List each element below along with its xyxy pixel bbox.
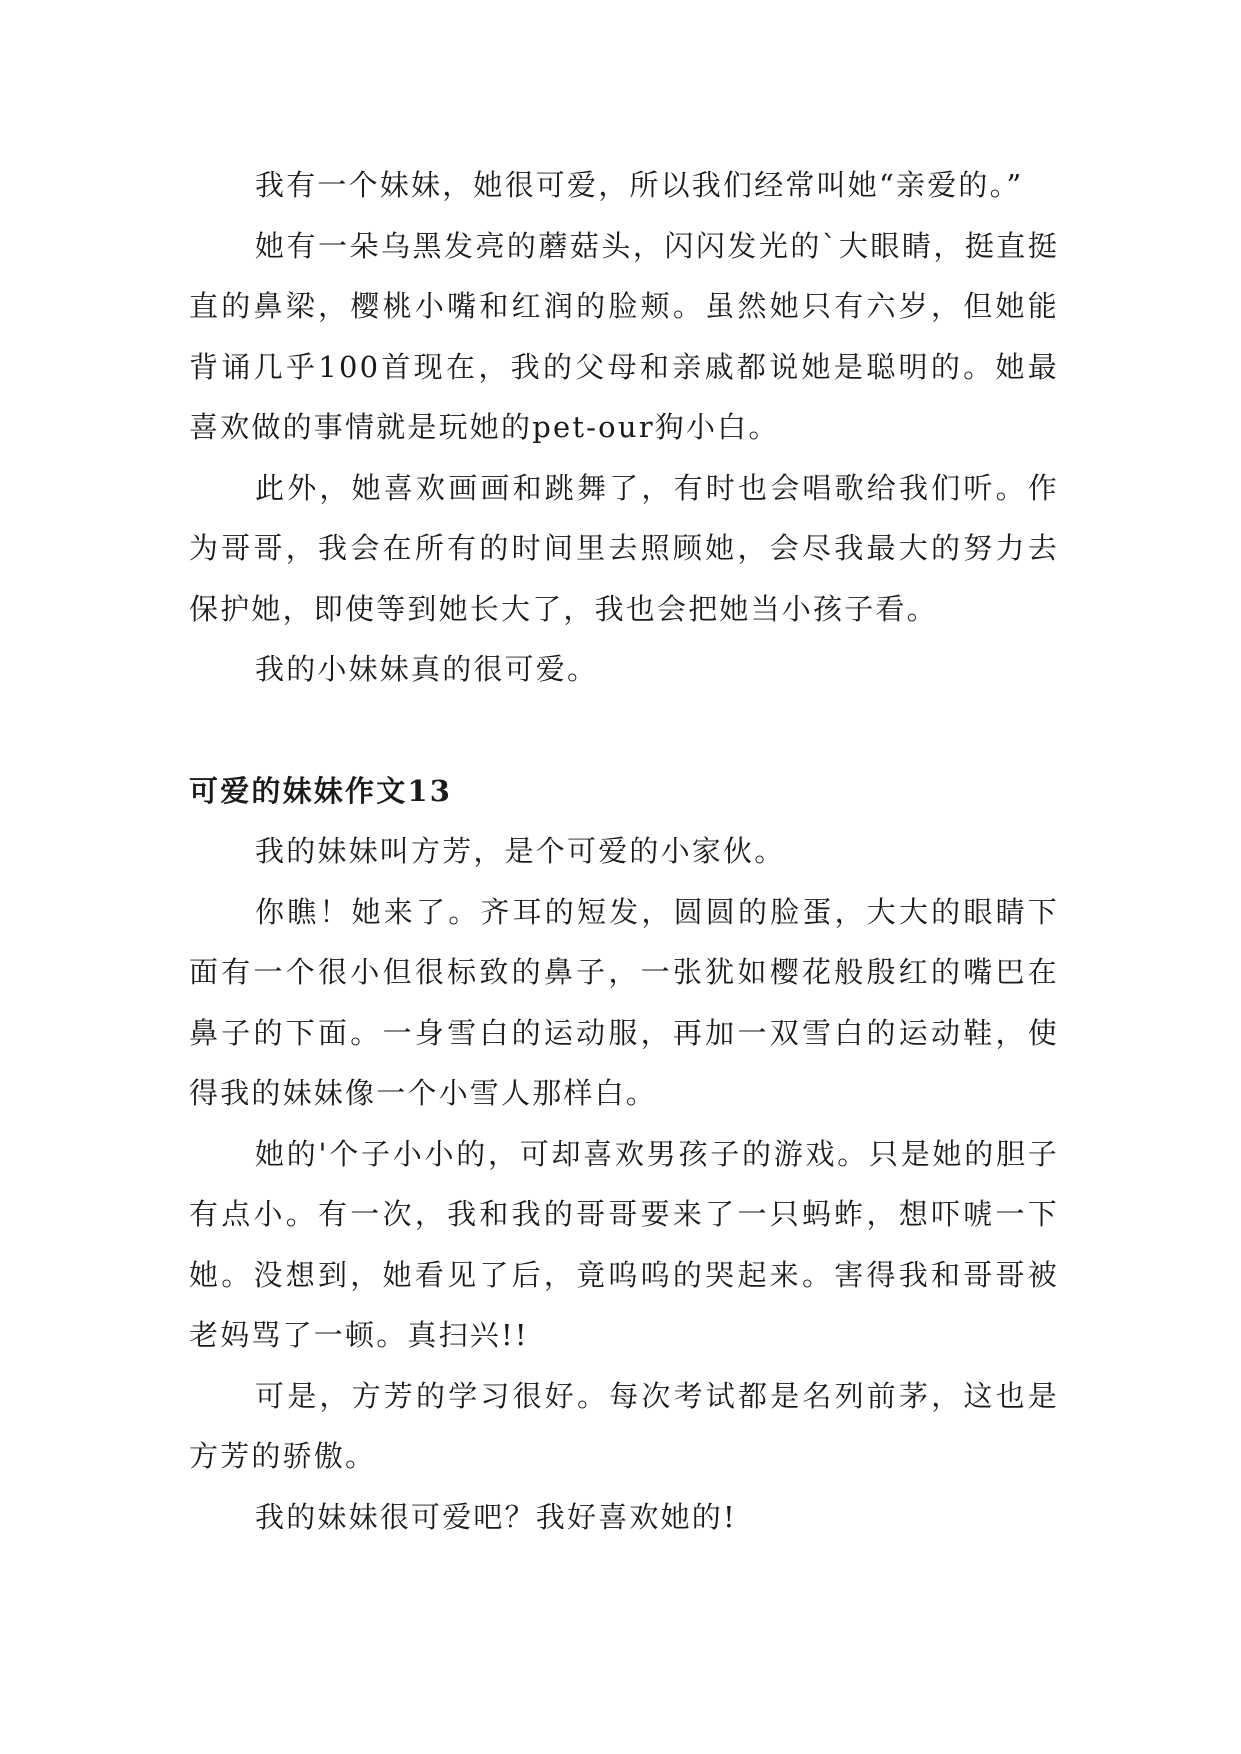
paragraph: 我有一个妹妹，她很可爱，所以我们经常叫她“亲爱的。”: [255, 168, 1024, 202]
paragraph: 可是，方芳的学习很好。每次考试都是名列前茅，这也是方芳的骄傲。: [189, 1378, 1059, 1473]
section-spacer: [189, 700, 1059, 761]
paragraph: 她有一朵乌黑发亮的蘑菇头，闪闪发光的`大眼睛，挺直挺直的鼻梁，樱桃小嘴和红润的脸颊。虽然她只有六岁，但她能背诵几乎100首现在，我的父母和亲戚都说她是聪明的。她最喜欢做的事情就是玩她的pet-our狗小白。: [189, 228, 1059, 444]
paragraph: 她的'个子小小的，可却喜欢男孩子的游戏。只是她的胆子有点小。有一次，我和我的哥哥要来了一只蚂蚱，想吓唬一下她。没想到，她看见了后，竟呜呜的哭起来。害得我和哥哥被老妈骂了一顿。真扫兴!!: [189, 1136, 1059, 1352]
document-page: [189, 155, 1059, 1547]
paragraph: 我的妹妹很可爱吧？我好喜欢她的!: [255, 1499, 737, 1534]
essay-title: 可爱的妹妹作文13: [189, 773, 453, 808]
paragraph: 我的小妹妹真的很可爱。: [255, 652, 599, 686]
paragraph: 你瞧！她来了。齐耳的短发，圆圆的脸蛋，大大的眼睛下面有一个很小但很标致的鼻子，一张犹如樱花般殷红的嘴巴在鼻子的下面。一身雪白的运动服，再加一双雪白的运动鞋，使得我的妹妹像一个小雪人那样白。: [189, 894, 1059, 1110]
paragraph: 我的妹妹叫方芳，是个可爱的小家伙。: [255, 834, 786, 868]
paragraph: 此外，她喜欢画画和跳舞了，有时也会唱歌给我们听。作为哥哥，我会在所有的时间里去照顾她，会尽我最大的努力去保护她，即使等到她长大了，我也会把她当小孩子看。: [189, 470, 1059, 626]
